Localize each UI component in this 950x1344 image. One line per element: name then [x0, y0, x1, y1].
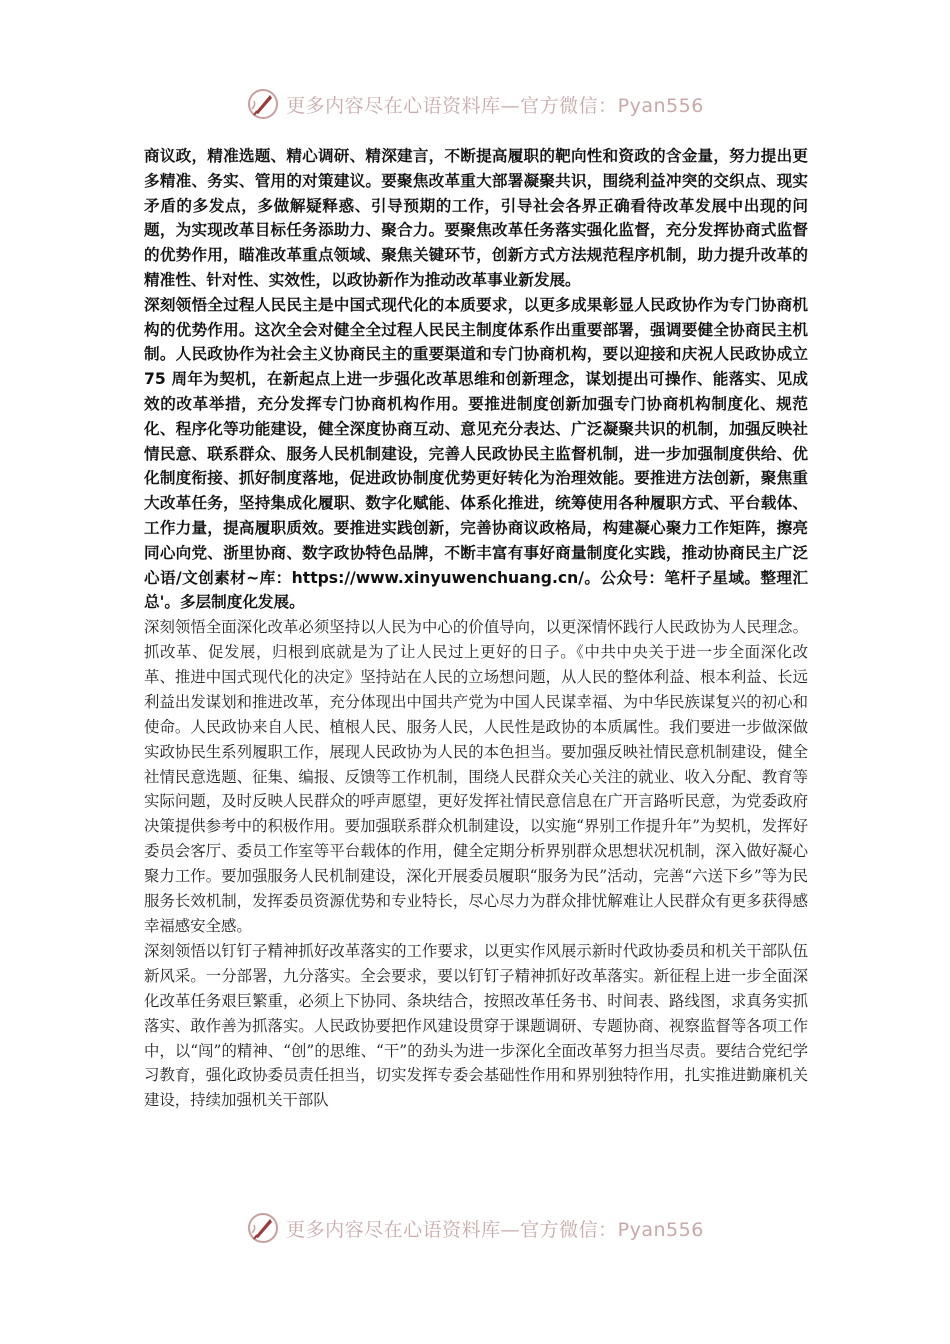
document-body: [144, 144, 808, 1194]
paragraph-1: 商议政，精准选题、精心调研、精深建言，不断提高履职的靶向性和资政的含金量，努力提出更多精准、务实、管用的对策建议。要聚焦改革重大部署凝聚共识，围绕利益冲突的交织点、现实矛盾的多发点，多做解疑释惑、引导预期的工作，引导社会各界正确看待改革发展中出现的问题，为实现改革目标任务添助力、聚合力。要聚焦改革任务落实强化监督，充分发挥协商式监督的优势作用，瞄准改革重点领域、聚焦关键环节，创新方式方法规范程序机制，助力提升改革的精准性、针对性、实效性，以政协新作为推动改革事业新发展。: [144, 147, 808, 289]
footer-banner-label: 更多内容尽在心语资料库—官方微信：: [286, 1218, 618, 1241]
paragraph-3: 深刻领悟全面深化改革必须坚持以人民为中心的价值导向，以更深情怀践行人民政协为人民理念。抓改革、促发展，归根到底就是为了让人民过上更好的日子。《中共中央关于进一步全面深化改革、推进中国式现代化的决定》坚持站在人民的立场想问题，从人民的整体利益、根本利益、长远利益出发谋划和推进改革，充分体现出中国共产党为中国人民谋幸福、为中华民族谋复兴的初心和使命。人民政协来自人民、植根人民、服务人民，人民性是政协的本质属性。我们要进一步做深做实政协民生系列履职工作，展现人民政协为人民的本色担当。要加强反映社情民意机制建设，健全社情民意选题、征集、编报、反馈等工作机制，围绕人民群众关心关注的就业、收入分配、教育等实际问题，及时反映人民群众的呼声愿望，更好发挥社情民意信息在广开言路听民意，为党委政府决策提供参考中的积极作用。要加强联系群众机制建设，以实施“界别工作提升年”为契机，发挥好委员会客厅、委员工作室等平台载体的作用，健全定期分析界别群众思想状况机制，深入做好凝心聚力工作。要加强服务人民机制建设，深化开展委员履职“服务为民”活动，完善“六送下乡”等为民服务长效机制，发挥委员资源优势和专业特长，尽心尽力为群众排忧解难让人民群众有更多获得感幸福感安全感。: [144, 618, 808, 936]
header-banner-text: [286, 91, 704, 118]
paragraph-2: 深刻领悟全过程人民民主是中国式现代化的本质要求，以更多成果彰显人民政协作为专门协商机构的优势作用。这次全会对健全全过程人民民主制度体系作出重要部署，强调要健全协商民主机制。人民政协作为社会主义协商民主的重要渠道和专门协商机构，要以迎接和庆祝人民政协成立 75 周年为契机，在新起点上进一步强化改革思维和创新理念，谋划提出可操作、能落实、见成效的改革举措，充分发挥专门协商机构作用。要推进制度创新加强专门协商机构制度化、规范化、程序化等功能建设，健全深度协商互动、意见充分表达、广泛凝聚共识的机制，加强反映社情民意、联系群众、服务人民机制建设，完善人民政协民主监督机制，进一步加强制度供给、优化制度衔接、抓好制度落地，促进政协制度优势更好转化为治理效能。要推进方法创新，聚焦重大改革任务，坚持集成化履职、数字化赋能、体系化推进，统筹使用各种履职方式、平台载体、工作力量，提高履职质效。要推进实践创新，完善协商议政格局，构建凝心聚力工作矩阵，擦亮同心向党、浙里协商、数字政协特色品牌，不断丰富有事好商量制度化实践，推动协商民主广泛心语/文创素材~库：https://www.xinyuwenchuang.cn/。公众号：笔杆子星域。整理汇总'。多层制度化发展。: [144, 295, 808, 612]
quill-pen-icon: [246, 1211, 280, 1245]
header-wechat-id: Pyan556: [617, 94, 704, 117]
quill-pen-icon: [246, 87, 280, 121]
header-banner: [0, 84, 950, 124]
footer-banner-text: [286, 1215, 704, 1242]
header-banner-label: 更多内容尽在心语资料库—官方微信：: [286, 94, 618, 117]
footer-banner: [0, 1208, 950, 1248]
paragraph-4: 深刻领悟以钉钉子精神抓好改革落实的工作要求，以更实作风展示新时代政协委员和机关干部队伍新风采。一分部署，九分落实。全会要求，要以钉钉子精神抓好改革落实。新征程上进一步全面深化改革任务艰巨繁重，必须上下协同、条块结合，按照改革任务书、时间表、路线图，求真务实抓落实、敢作善为抓落实。人民政协要把作风建设贯穿于课题调研、专题协商、视察监督等各项工作中，以“闯”的精神、“创”的思维、“干”的劲头为进一步深化全面改革努力担当尽责。要结合党纪学习教育，强化政协委员责任担当，切实发挥专委会基础性作用和界别独特作用，扎实推进勤廉机关建设，持续加强机关干部队: [144, 941, 808, 1110]
footer-wechat-id: Pyan556: [617, 1218, 704, 1241]
